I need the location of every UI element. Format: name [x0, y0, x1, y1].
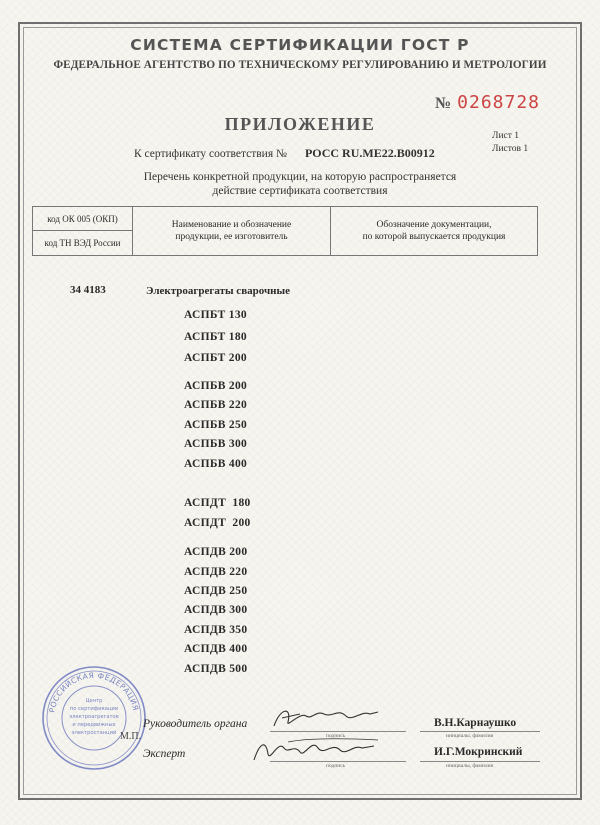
page-title: ПРИЛОЖЕНИЕ	[224, 114, 376, 134]
form-number	[435, 92, 540, 113]
certificate-label: К сертификату соответствия №	[134, 148, 287, 160]
head-name-line	[420, 731, 540, 732]
seal-line: Центр	[85, 698, 103, 704]
product-code: 34 4183	[70, 284, 106, 296]
model-item: АСПБТ 180	[184, 331, 247, 343]
expert-name: И.Г.Мокринский	[434, 746, 523, 758]
model-item: АСПДВ 350	[184, 624, 248, 636]
head-name-caption: инициалы, фамилия	[446, 733, 494, 739]
sheet-info	[492, 130, 528, 156]
description-line-1: Перечень конкретной продукции, на которую распространяется	[143, 171, 457, 183]
model-item: АСПБВ 200	[184, 380, 248, 392]
model-item: АСПБВ 250	[184, 419, 248, 431]
expert-name-line	[420, 761, 540, 762]
model-item: АСПДТ 200	[184, 517, 251, 529]
head-signature-caption: подпись	[326, 733, 346, 739]
code-okp-cell: код ОК 005 (ОКП)	[33, 207, 132, 231]
documentation-column	[331, 207, 537, 255]
model-item: АСПДВ 200	[184, 546, 248, 558]
agency-title: ФЕДЕРАЛЬНОЕ АГЕНТСТВО ПО ТЕХНИЧЕСКОМУ РЕГУЛИРОВАНИЮ И МЕТРОЛОГИИ	[53, 59, 547, 71]
seal-line: по сертификации	[69, 706, 119, 712]
description	[0, 170, 600, 198]
sheet-number: Лист 1	[492, 131, 520, 141]
product-col-line-2: продукции, ее изготовитель	[175, 232, 288, 242]
seal-outer-text: РОССИЙСКАЯ ФЕДЕРАЦИЯ	[47, 670, 141, 714]
model-item: АСПДТ 180	[184, 497, 251, 509]
model-item: АСПБТ 200	[184, 352, 247, 364]
product-name-column	[133, 207, 331, 255]
header-table	[32, 206, 538, 256]
model-item: АСПДВ 500	[184, 663, 248, 675]
seal-line: электростанций	[71, 730, 117, 736]
code-column	[33, 207, 133, 255]
seal-stamp	[40, 664, 148, 772]
head-name: В.Н.Карнаушко	[434, 717, 517, 729]
model-item: АСПДВ 250	[184, 585, 248, 597]
expert-signature-caption: подпись	[326, 763, 346, 769]
model-item: АСПДВ 300	[184, 604, 248, 616]
description-line-2: действие сертификата соответствия	[212, 185, 388, 197]
number-sign: №	[435, 95, 452, 112]
number-digits: 0268728	[457, 92, 540, 113]
product-name: Электроагрегаты сварочные	[146, 285, 290, 297]
seal-line: и передвижных	[72, 722, 116, 728]
expert-name-caption: инициалы, фамилия	[446, 763, 494, 769]
doc-col-line-2: по которой выпускается продукция	[362, 232, 506, 242]
product-col-line-1: Наименование и обозначение	[171, 220, 292, 230]
model-item: АСПДВ 400	[184, 643, 248, 655]
model-item: АСПБТ 130	[184, 309, 247, 321]
model-item: АСПБВ 400	[184, 458, 248, 470]
head-signature-line	[270, 731, 406, 732]
expert-role: Эксперт	[143, 748, 186, 760]
system-title: СИСТЕМА СЕРТИФИКАЦИИ ГОСТ Р	[130, 36, 470, 54]
head-role: Руководитель органа	[143, 718, 248, 730]
doc-col-line-1: Обозначение документации,	[376, 220, 492, 230]
model-item: АСПБВ 300	[184, 438, 248, 450]
expert-signature-line	[270, 761, 406, 762]
sheets-total: Листов 1	[492, 144, 529, 154]
seal-mark: М.П.	[120, 731, 142, 742]
head-signature	[266, 704, 386, 732]
certificate-code: РОСС RU.МЕ22.В00912	[304, 146, 435, 160]
model-item: АСПБВ 220	[184, 399, 248, 411]
model-item: АСПДВ 220	[184, 566, 248, 578]
seal-line: электроагрегатов	[69, 714, 119, 720]
certificate-reference	[134, 146, 435, 161]
code-tnved-cell: код ТН ВЭД России	[44, 238, 121, 248]
